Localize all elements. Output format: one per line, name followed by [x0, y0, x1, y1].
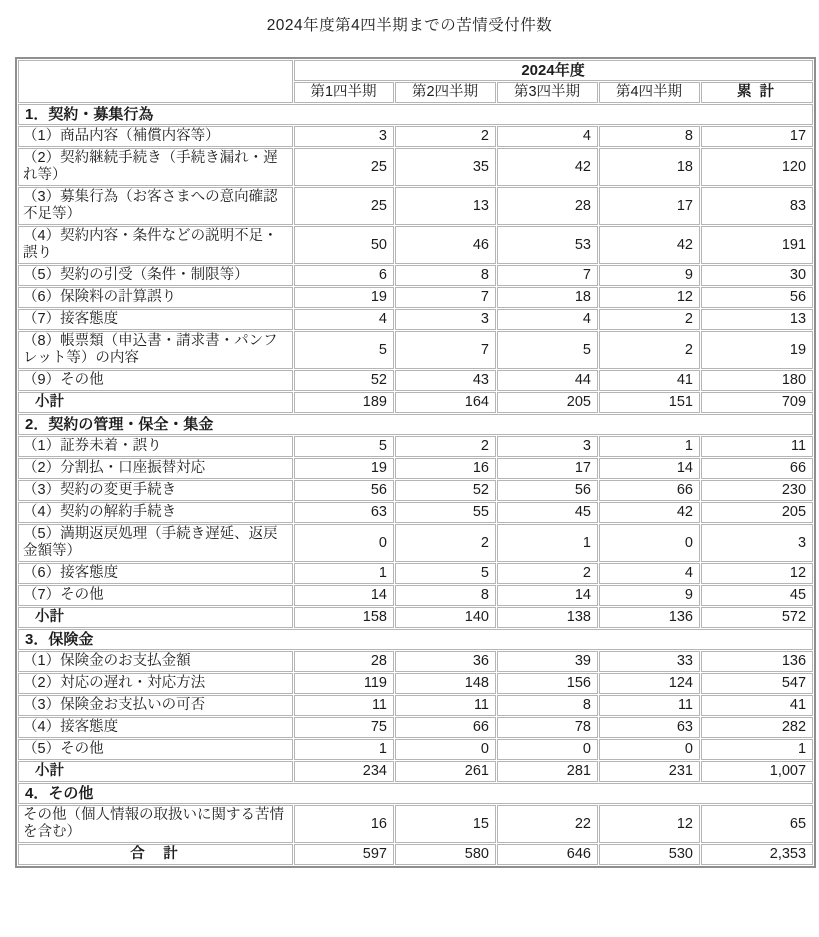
- column-header: 第4四半期: [599, 82, 700, 103]
- row-label: （6）接客態度: [18, 563, 293, 584]
- value-cell: 13: [395, 187, 496, 225]
- value-cell: 11: [701, 436, 813, 457]
- value-cell: 7: [395, 331, 496, 369]
- row-label: （4）契約の解約手続き: [18, 502, 293, 523]
- column-header: 第3四半期: [497, 82, 598, 103]
- value-cell: 230: [701, 480, 813, 501]
- subtotal-value-cell: 261: [395, 761, 496, 782]
- row-label: （2）対応の遅れ・対応方法: [18, 673, 293, 694]
- year-header-cell: 2024年度: [294, 60, 813, 81]
- subtotal-value-cell: 151: [599, 392, 700, 413]
- value-cell: 46: [395, 226, 496, 264]
- subtotal: [18, 607, 813, 628]
- value-cell: 1: [294, 739, 394, 760]
- value-cell: 547: [701, 673, 813, 694]
- value-cell: 12: [599, 805, 700, 843]
- value-cell: 3: [395, 309, 496, 330]
- value-cell: 45: [497, 502, 598, 523]
- value-cell: 16: [395, 458, 496, 479]
- row-label: その他（個人情報の取扱いに関する苦情を含む）: [18, 805, 293, 843]
- section-heading-row: [18, 629, 813, 650]
- table-row: [18, 651, 813, 672]
- section-heading: 3．保険金: [18, 629, 813, 650]
- value-cell: 205: [701, 502, 813, 523]
- value-cell: 83: [701, 187, 813, 225]
- subtotal-value-cell: 1,007: [701, 761, 813, 782]
- row-label: （1）証券未着・誤り: [18, 436, 293, 457]
- value-cell: 7: [497, 265, 598, 286]
- value-cell: 41: [701, 695, 813, 716]
- table-row: [18, 563, 813, 584]
- value-cell: 2: [395, 126, 496, 147]
- value-cell: 52: [294, 370, 394, 391]
- page-title: 2024年度第4四半期までの苦情受付件数: [266, 17, 553, 34]
- value-cell: 17: [497, 458, 598, 479]
- section-heading-row: [18, 104, 813, 125]
- subtotal-value-cell: 709: [701, 392, 813, 413]
- subtotal-value-cell: 281: [497, 761, 598, 782]
- row-label: （8）帳票類（申込書・請求書・パンフレット等）の内容: [18, 331, 293, 369]
- value-cell: 19: [294, 287, 394, 308]
- value-cell: 12: [701, 563, 813, 584]
- value-cell: 5: [294, 331, 394, 369]
- grand-total: [18, 844, 813, 865]
- value-cell: 3: [497, 436, 598, 457]
- value-cell: 156: [497, 673, 598, 694]
- subtotal-label: 小計: [18, 761, 293, 782]
- subtotal-value-cell: 158: [294, 607, 394, 628]
- value-cell: 1: [294, 563, 394, 584]
- table-row: [18, 226, 813, 264]
- value-cell: 13: [701, 309, 813, 330]
- value-cell: 0: [294, 524, 394, 562]
- subtotal-value-cell: 572: [701, 607, 813, 628]
- row-label: （1）商品内容（補償内容等）: [18, 126, 293, 147]
- value-cell: 65: [701, 805, 813, 843]
- value-cell: 1: [599, 436, 700, 457]
- table-row: [18, 673, 813, 694]
- table-row: [18, 331, 813, 369]
- value-cell: 28: [294, 651, 394, 672]
- table-row: [18, 436, 813, 457]
- row-label: （5）契約の引受（条件・制限等）: [18, 265, 293, 286]
- grand-total-value-cell: 2,353: [701, 844, 813, 865]
- complaints-table: [15, 57, 816, 868]
- value-cell: 180: [701, 370, 813, 391]
- value-cell: 282: [701, 717, 813, 738]
- grand-total-value-cell: 646: [497, 844, 598, 865]
- value-cell: 14: [599, 458, 700, 479]
- column-header: 累 計: [701, 82, 813, 103]
- row-label: （7）その他: [18, 585, 293, 606]
- value-cell: 52: [395, 480, 496, 501]
- subtotal: [18, 392, 813, 413]
- value-cell: 2: [599, 331, 700, 369]
- value-cell: 53: [497, 226, 598, 264]
- table-row: [18, 370, 813, 391]
- value-cell: 191: [701, 226, 813, 264]
- value-cell: 56: [294, 480, 394, 501]
- value-cell: 30: [701, 265, 813, 286]
- value-cell: 11: [294, 695, 394, 716]
- table-row: [18, 585, 813, 606]
- value-cell: 75: [294, 717, 394, 738]
- subtotal-value-cell: 189: [294, 392, 394, 413]
- subtotal-value-cell: 164: [395, 392, 496, 413]
- table-row: [18, 502, 813, 523]
- value-cell: 3: [294, 126, 394, 147]
- value-cell: 0: [599, 524, 700, 562]
- value-cell: 41: [599, 370, 700, 391]
- section-heading: 2．契約の管理・保全・集金: [18, 414, 813, 435]
- value-cell: 8: [395, 585, 496, 606]
- grand-total-value-cell: 597: [294, 844, 394, 865]
- value-cell: 119: [294, 673, 394, 694]
- value-cell: 55: [395, 502, 496, 523]
- value-cell: 9: [599, 585, 700, 606]
- value-cell: 28: [497, 187, 598, 225]
- column-header: 第1四半期: [294, 82, 394, 103]
- value-cell: 42: [599, 502, 700, 523]
- value-cell: 0: [395, 739, 496, 760]
- value-cell: 17: [701, 126, 813, 147]
- value-cell: 36: [395, 651, 496, 672]
- row-label: （2）契約継続手続き（手続き漏れ・遅れ等）: [18, 148, 293, 186]
- value-cell: 42: [599, 226, 700, 264]
- subtotal-value-cell: 205: [497, 392, 598, 413]
- value-cell: 63: [599, 717, 700, 738]
- section-heading: 1．契約・募集行為: [18, 104, 813, 125]
- subtotal-value-cell: 138: [497, 607, 598, 628]
- value-cell: 14: [294, 585, 394, 606]
- value-cell: 22: [497, 805, 598, 843]
- table-row: [18, 287, 813, 308]
- table-row: [18, 458, 813, 479]
- value-cell: 42: [497, 148, 598, 186]
- row-label: （2）分割払・口座振替対応: [18, 458, 293, 479]
- value-cell: 56: [701, 287, 813, 308]
- value-cell: 6: [294, 265, 394, 286]
- value-cell: 4: [294, 309, 394, 330]
- value-cell: 1: [497, 524, 598, 562]
- subtotal-label: 小計: [18, 392, 293, 413]
- value-cell: 44: [497, 370, 598, 391]
- value-cell: 8: [599, 126, 700, 147]
- row-label: （1）保険金のお支払金額: [18, 651, 293, 672]
- row-label: （5）その他: [18, 739, 293, 760]
- section-heading-row: [18, 414, 813, 435]
- value-cell: 2: [497, 563, 598, 584]
- subtotal: [18, 761, 813, 782]
- value-cell: 18: [599, 148, 700, 186]
- value-cell: 12: [599, 287, 700, 308]
- value-cell: 11: [599, 695, 700, 716]
- subtotal-label: 小計: [18, 607, 293, 628]
- value-cell: 2: [395, 436, 496, 457]
- value-cell: 3: [701, 524, 813, 562]
- table-row: [18, 805, 813, 843]
- table-row: [18, 717, 813, 738]
- value-cell: 43: [395, 370, 496, 391]
- row-label: （5）満期返戻処理（手続き遅延、返戻金額等）: [18, 524, 293, 562]
- value-cell: 63: [294, 502, 394, 523]
- value-cell: 4: [497, 126, 598, 147]
- grand-total-label: 合 計: [18, 844, 293, 865]
- value-cell: 120: [701, 148, 813, 186]
- value-cell: 45: [701, 585, 813, 606]
- value-cell: 50: [294, 226, 394, 264]
- table-row: [18, 695, 813, 716]
- table-row: [18, 187, 813, 225]
- value-cell: 66: [701, 458, 813, 479]
- value-cell: 19: [294, 458, 394, 479]
- section-heading: 4．その他: [18, 783, 813, 804]
- row-label: （6）保険料の計算誤り: [18, 287, 293, 308]
- value-cell: 39: [497, 651, 598, 672]
- value-cell: 33: [599, 651, 700, 672]
- value-cell: 0: [497, 739, 598, 760]
- value-cell: 35: [395, 148, 496, 186]
- value-cell: 11: [395, 695, 496, 716]
- year-header-row: [18, 60, 813, 81]
- value-cell: 148: [395, 673, 496, 694]
- row-label: （4）接客態度: [18, 717, 293, 738]
- subtotal-value-cell: 231: [599, 761, 700, 782]
- value-cell: 8: [497, 695, 598, 716]
- grand-total-value-cell: 580: [395, 844, 496, 865]
- value-cell: 15: [395, 805, 496, 843]
- value-cell: 18: [497, 287, 598, 308]
- value-cell: 124: [599, 673, 700, 694]
- value-cell: 17: [599, 187, 700, 225]
- value-cell: 136: [701, 651, 813, 672]
- value-cell: 9: [599, 265, 700, 286]
- value-cell: 4: [599, 563, 700, 584]
- grand-total-value-cell: 530: [599, 844, 700, 865]
- table-row: [18, 148, 813, 186]
- value-cell: 78: [497, 717, 598, 738]
- value-cell: 4: [497, 309, 598, 330]
- value-cell: 8: [395, 265, 496, 286]
- value-cell: 5: [497, 331, 598, 369]
- value-cell: 5: [294, 436, 394, 457]
- value-cell: 56: [497, 480, 598, 501]
- row-label: （4）契約内容・条件などの説明不足・誤り: [18, 226, 293, 264]
- value-cell: 5: [395, 563, 496, 584]
- column-header: 第2四半期: [395, 82, 496, 103]
- value-cell: 0: [599, 739, 700, 760]
- subtotal-value-cell: 140: [395, 607, 496, 628]
- value-cell: 66: [395, 717, 496, 738]
- value-cell: 25: [294, 187, 394, 225]
- row-label: （7）接客態度: [18, 309, 293, 330]
- subtotal-value-cell: 234: [294, 761, 394, 782]
- value-cell: 7: [395, 287, 496, 308]
- value-cell: 2: [599, 309, 700, 330]
- table-row: [18, 524, 813, 562]
- row-label: （9）その他: [18, 370, 293, 391]
- value-cell: 25: [294, 148, 394, 186]
- value-cell: 19: [701, 331, 813, 369]
- table-row: [18, 309, 813, 330]
- row-label: （3）保険金お支払いの可否: [18, 695, 293, 716]
- table-row: [18, 480, 813, 501]
- table-row: [18, 126, 813, 147]
- value-cell: 1: [701, 739, 813, 760]
- section-heading-row: [18, 783, 813, 804]
- row-label: （3）募集行為（お客さまへの意向確認不足等）: [18, 187, 293, 225]
- value-cell: 16: [294, 805, 394, 843]
- value-cell: 14: [497, 585, 598, 606]
- value-cell: 66: [599, 480, 700, 501]
- table-row: [18, 739, 813, 760]
- value-cell: 2: [395, 524, 496, 562]
- row-label: （3）契約の変更手続き: [18, 480, 293, 501]
- table-row: [18, 265, 813, 286]
- subtotal-value-cell: 136: [599, 607, 700, 628]
- corner-cell: [18, 60, 293, 103]
